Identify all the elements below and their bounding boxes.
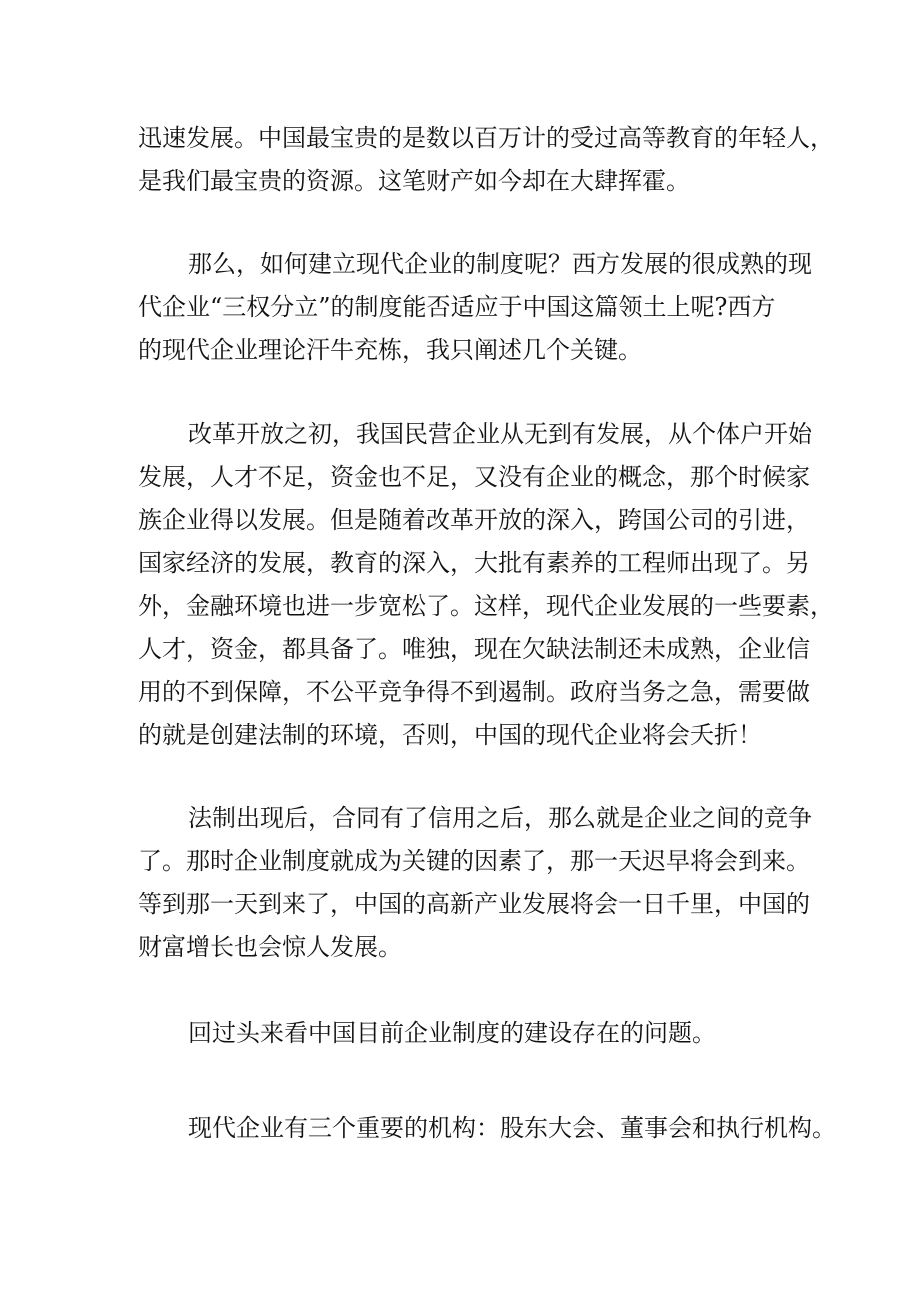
paragraph-3 bbox=[138, 413, 834, 757]
text-line: 国家经济的发展，教育的深入，大批有素养的工程师出现了。另 bbox=[138, 549, 810, 577]
paragraph-4 bbox=[138, 797, 812, 969]
paragraph-1 bbox=[138, 117, 834, 203]
text-line: 改革开放之初，我国民营企业从无到有发展，从个体户开始 bbox=[188, 420, 812, 448]
paragraph-2 bbox=[138, 243, 812, 372]
text-line: 族企业得以发展。但是随着改革开放的深入，跨国公司的引进， bbox=[138, 506, 810, 534]
text-line: 等到那一天到来了，中国的高新产业发展将会一日千里，中国的 bbox=[138, 890, 810, 918]
text-line: 是我们最宝贵的资源。这笔财产如今却在大肆挥霍。 bbox=[138, 167, 690, 195]
text-line: 迅速发展。中国最宝贵的是数以百万计的受过高等教育的年轻人， bbox=[138, 124, 834, 152]
text-line: 法制出现后，合同有了信用之后，那么就是企业之间的竞争 bbox=[188, 804, 812, 832]
text-line: 用的不到保障，不公平竞争得不到遏制。政府当务之急，需要做 bbox=[138, 678, 810, 706]
text-line: 人才，资金，都具备了。唯独，现在欠缺法制还未成熟，企业信 bbox=[138, 635, 810, 663]
text-line: 外，金融环境也进一步宽松了。这样，现代企业发展的一些要素， bbox=[138, 592, 834, 620]
text-line: 了。那时企业制度就成为关键的因素了，那一天迟早将会到来。 bbox=[138, 847, 810, 875]
text-line: 财富增长也会惊人发展。 bbox=[138, 933, 402, 961]
text-line: 现代企业有三个重要的机构：股东大会、董事会和执行机构。 bbox=[188, 1114, 836, 1142]
text-line: 代企业“三权分立”的制度能否适应于中国这篇领土上呢?西方 bbox=[138, 293, 776, 321]
text-line: 回过头来看中国目前企业制度的建设存在的问题。 bbox=[188, 1019, 716, 1047]
text-line: 的就是创建法制的环境，否则，中国的现代企业将会夭折！ bbox=[138, 721, 762, 749]
paragraph-6 bbox=[138, 1107, 836, 1150]
text-line: 那么，如何建立现代企业的制度呢？西方发展的很成熟的现 bbox=[188, 250, 812, 278]
paragraph-5 bbox=[138, 1012, 803, 1055]
text-line: 的现代企业理论汗牛充栋，我只阐述几个关键。 bbox=[138, 336, 642, 364]
text-line: 发展，人才不足，资金也不足，又没有企业的概念，那个时候家 bbox=[138, 463, 810, 491]
